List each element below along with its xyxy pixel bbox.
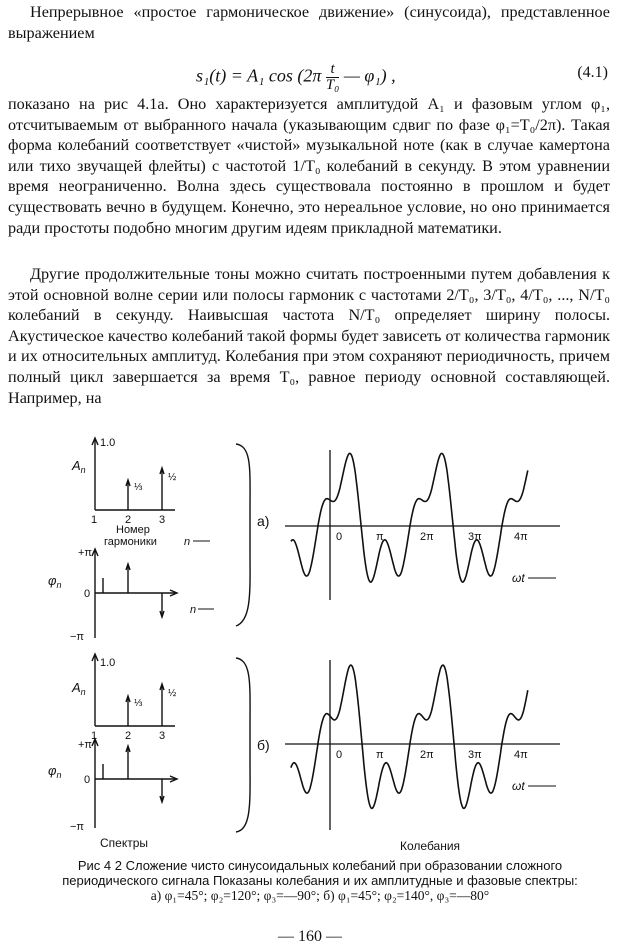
b-wave-tick-4pi: 4π [514,749,528,761]
b-tick-3: 3 [159,730,166,742]
paragraph-description: показано на рис 4.1а. Оно характеризуется амплитудой A₁ и фазовым углом φ₁, отсчитываемым от выбранного начала (указывающим сдвиг по фазе φ₁=T₀/2π). Такая форма колебаний соответствует «чистой» музыкальной ноте (как в случае камертона или тихо звучащей флейты) с частотой 1/T₀ колебаний в секунду. В этом уравнении время неограниченно. Волна здесь существовала постоянно в прошлом и будет существовать вечно в будущем. Конечно, это нереальное условие, но оно принимается ради простоты подобно многим другим идеям прикладной математики. [8,95,610,237]
label-spectra: Спектры [100,836,149,850]
b-wt-label: ωt [512,779,525,793]
a-plus-pi: +π [78,547,93,559]
equation-4-1 [0,54,620,94]
a-tick-3: 3 [159,514,166,526]
b-half-label: ½ [168,688,177,699]
label-waves: Колебания [400,839,461,853]
caption-phases: а) φ₁=45°; φ₂=120°; φ₃=—90°; б) φ₁=45°; φ₂=140°, φ₃=—80° [150,888,490,903]
a-third-label: ⅓ [134,482,143,493]
a-wave-tick-4pi: 4π [514,531,528,543]
a-brace [236,444,250,626]
paragraph-harmonics: Другие продолжительные тоны можно считать построенными путем добавления к этой основной волне серии или полосы гармоник с частотами 2/T₀, 3/T₀, 4/T₀, ..., N/T₀ колебаний в секунду. Наивысшая частота N/T₀ определяет ширину полосы. Акустическое качество колебаний такой формы будет зависеть от количества гармоник и их относительных амплитуд. Колебания при этом сохраняют периодичность, причем полный цикл завершается за время T₀, равное периоду основной составляющей. Например, на [8,265,610,407]
figure-caption [40,858,600,903]
b-minus-pi: −π [70,821,85,833]
a-minus-pi: −π [70,631,85,643]
equation-lhs: s₁(t) = A₁ cos (2π [196,65,322,86]
equation-number: (4.1) [577,64,608,81]
a-xlabel-1: Номер [116,524,150,536]
equation-rhs: — φ₁) , [343,65,396,86]
a-phase-axis-label: $\varphi_n$ [48,573,62,590]
b-phase-axis-label: $\varphi_n$ [48,763,62,780]
a-waveform [291,453,528,582]
b-wave-tick-pi: π [376,749,384,761]
a-tick-2: 2 [125,514,132,526]
a-wt-label: ωt [512,571,525,585]
a-wave-tick-2pi: 2π [420,531,434,543]
a-half-label: ½ [168,472,177,483]
b-brace [236,658,250,832]
equation-fraction [326,62,340,93]
b-panel-label: б) [257,737,270,753]
a-wave-tick-0: 0 [336,531,343,543]
equation-expression [196,62,396,93]
b-tick-1: 1 [91,730,98,742]
paragraph-intro: Непрерывное «простое гармоническое движение» (синусоида), представленное выражением [8,3,610,42]
a-n-label: n [184,536,191,548]
fraction-numerator: t [326,62,340,78]
b-plus-pi: +π [78,739,93,751]
panel-b-phase-spectrum [92,739,177,828]
a-panel-label: а) [257,513,270,529]
a-wave-tick-3pi: 3π [468,531,482,543]
page-number: — 160 — [278,928,342,945]
a-wave-tick-pi: π [376,531,384,543]
caption-text: Рис 4 2 Сложение чисто синусоидальных колебаний при образовании сложного периодического сигнала Показаны колебания и их амплитудные и фазовые спектры: [62,858,578,888]
panel-a-phase-spectrum [92,549,177,638]
b-zero: 0 [84,774,91,786]
a-amp-axis-label: $A_n$ [72,458,86,475]
a-zero: 0 [84,588,91,600]
b-amp-top-label: 1.0 [100,657,116,669]
a-tick-1: 1 [91,514,98,526]
b-third-label: ⅓ [134,698,143,709]
b-amp-axis-label: $A_n$ [72,680,86,697]
a-xlabel-2: гармоники [104,536,157,548]
b-wave-axes [285,660,560,830]
a-amp-top-label: 1.0 [100,437,116,449]
b-wave-tick-0: 0 [336,749,343,761]
b-tick-2: 2 [125,730,132,742]
b-wave-tick-2pi: 2π [420,749,434,761]
a-n-phase: n [190,604,197,616]
b-waveform [291,665,528,808]
b-wave-tick-3pi: 3π [468,749,482,761]
figure-4-2 [0,430,620,855]
fraction-denominator: T₀ [325,77,340,93]
